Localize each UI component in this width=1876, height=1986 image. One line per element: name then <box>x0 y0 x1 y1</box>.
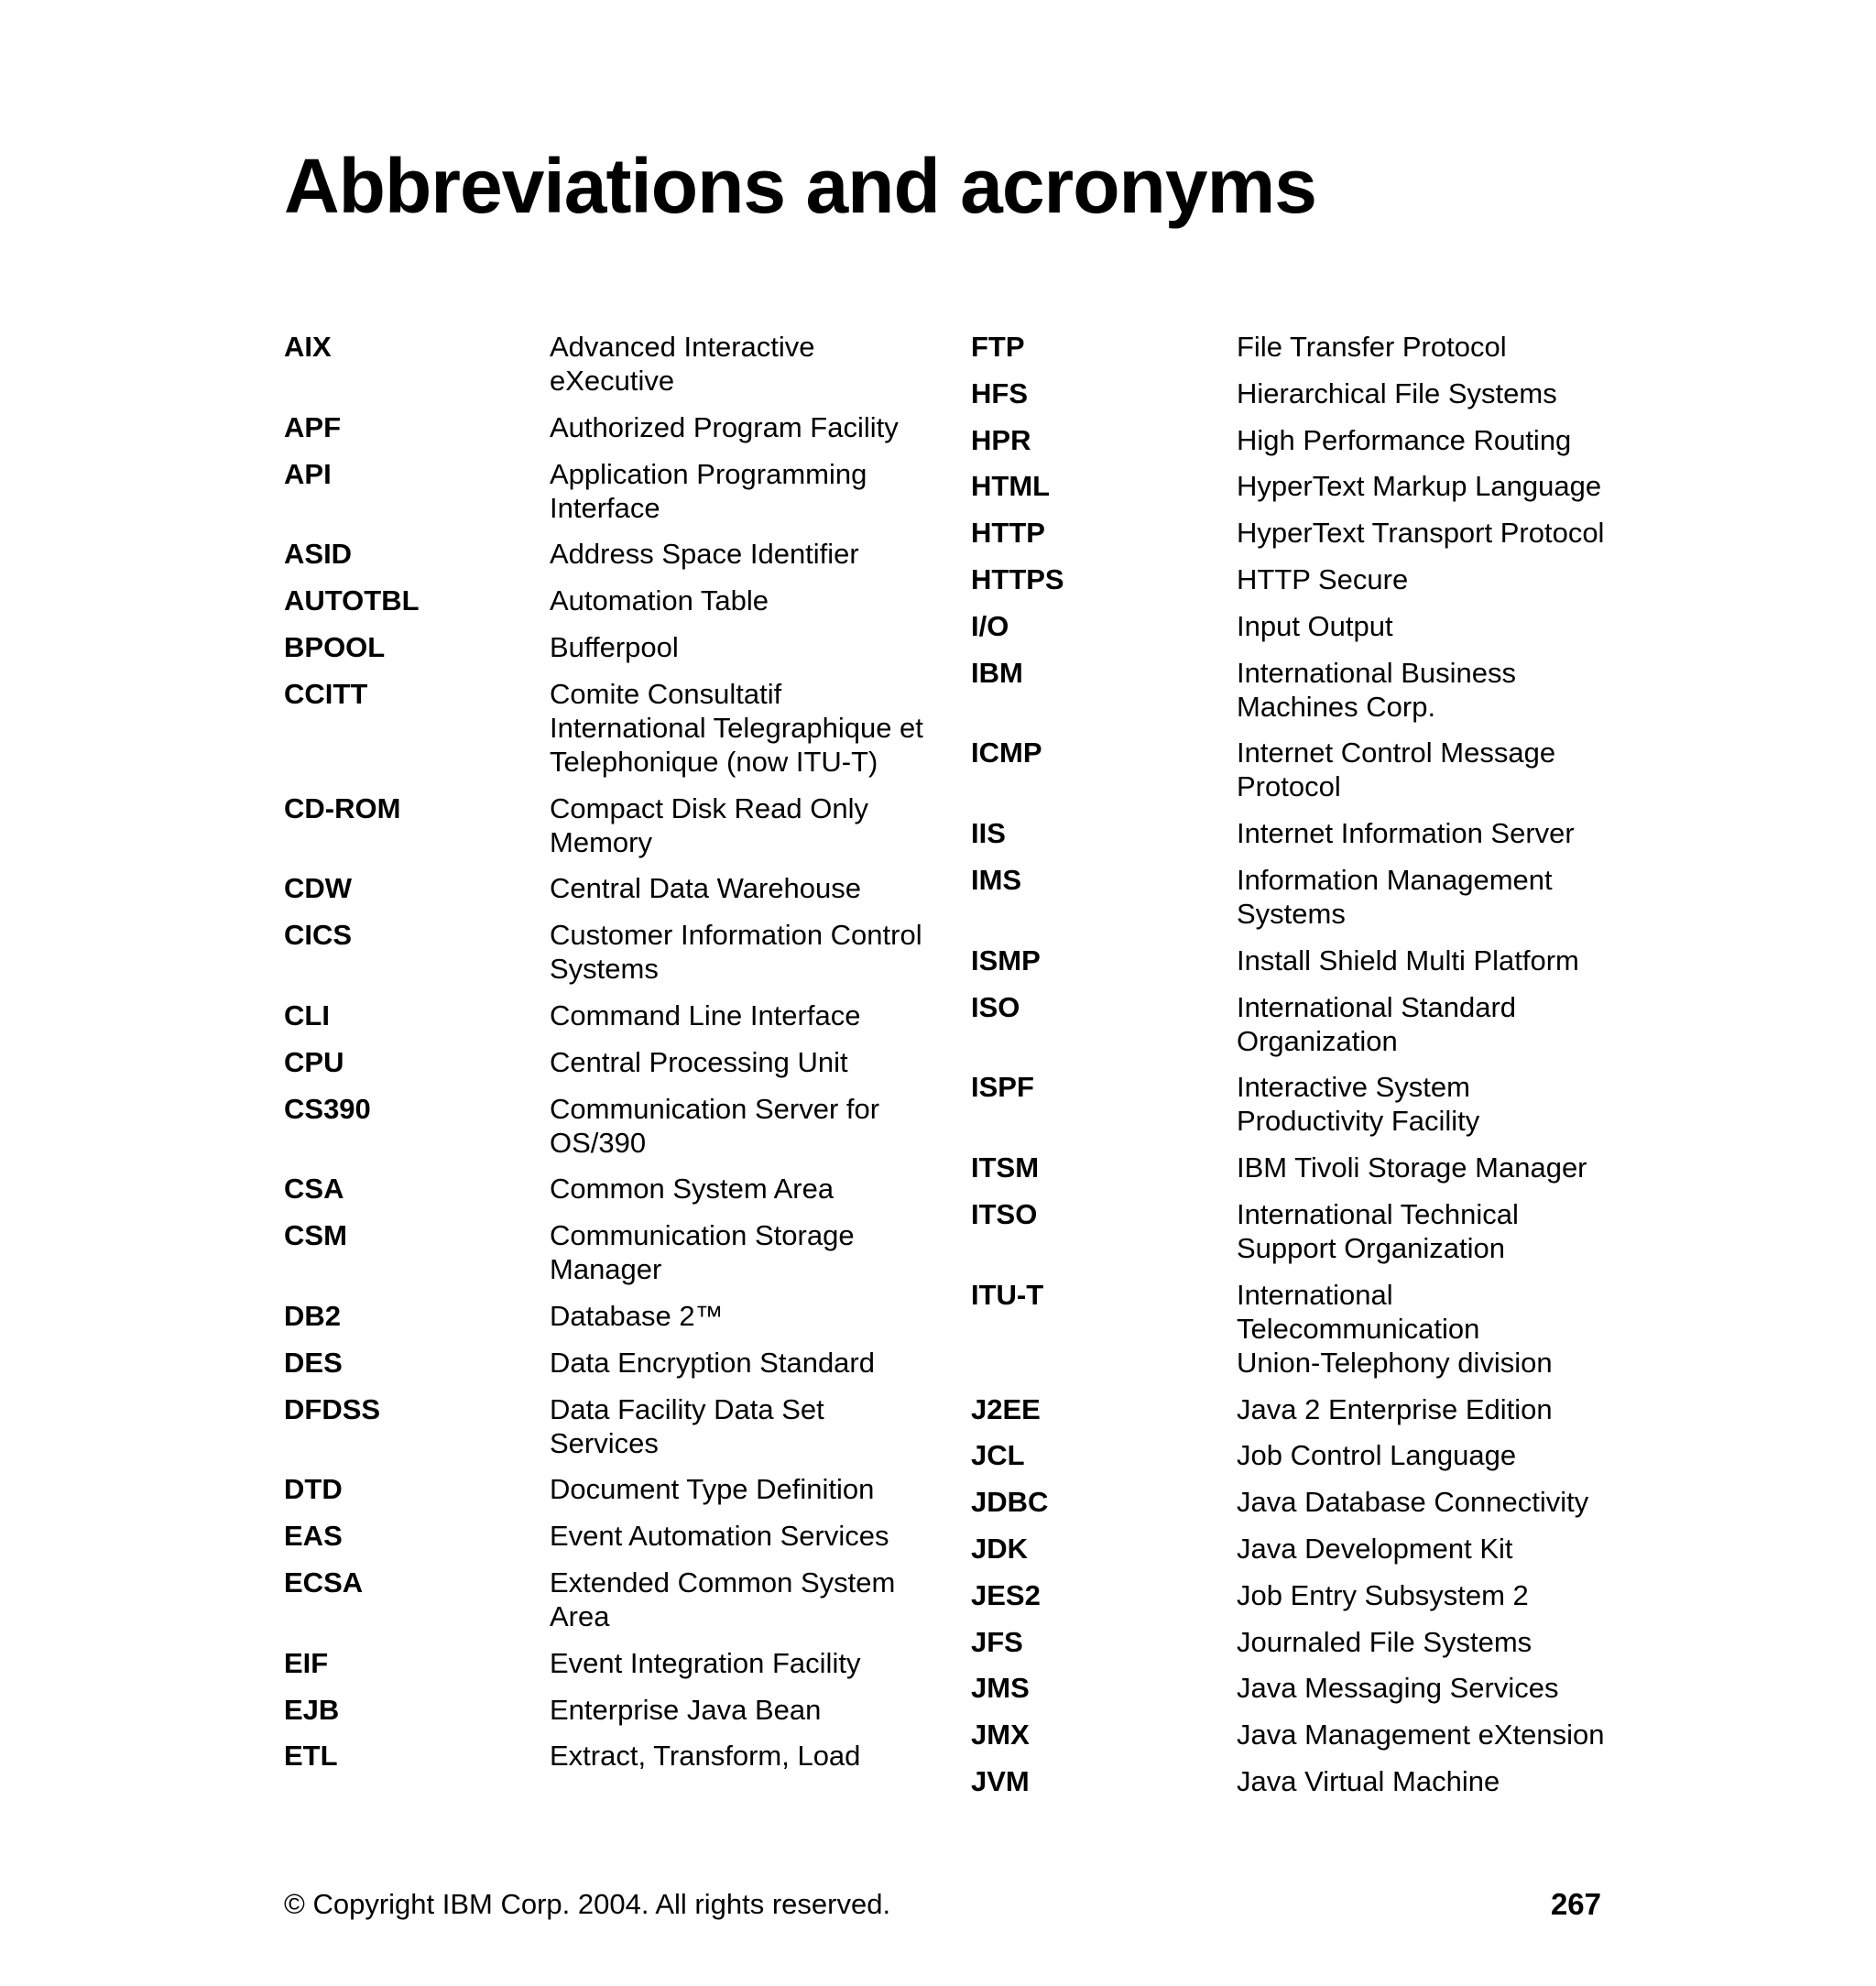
acronym-definition: Data Facility Data Set Services <box>550 1392 824 1459</box>
acronym-entry <box>971 376 1612 410</box>
acronym-definition: Java Development Kit <box>1237 1532 1513 1565</box>
acronym-entry <box>971 1278 1612 1380</box>
acronym-definition: Compact Disk Read Only Memory <box>550 791 869 858</box>
acronym-definition: Java 2 Enterprise Edition <box>1237 1392 1553 1425</box>
acronym-term: JDBC <box>971 1486 1049 1519</box>
acronym-term: HPR <box>971 423 1031 456</box>
acronym-entry <box>971 330 1612 364</box>
acronym-entry <box>284 584 925 617</box>
acronym-definition: Job Entry Subsystem 2 <box>1237 1578 1529 1611</box>
acronym-entry <box>284 918 925 986</box>
acronym-definition: Document Type Definition <box>550 1473 875 1506</box>
acronym-entry <box>284 1739 925 1773</box>
acronym-term: DFDSS <box>284 1392 381 1425</box>
acronym-definition: Application Programming Interface <box>550 457 867 524</box>
acronym-term: JCL <box>971 1439 1025 1472</box>
acronym-entry <box>971 1578 1612 1612</box>
acronym-definition: High Performance Routing <box>1237 423 1572 456</box>
acronym-entry <box>284 537 925 571</box>
acronym-entry <box>284 330 925 398</box>
acronym-definition: International Telecommunication Union-Telephony division <box>1237 1278 1553 1379</box>
page-footer <box>284 1887 1601 1921</box>
acronym-term: ITU-T <box>971 1278 1044 1311</box>
acronym-term: IBM <box>971 656 1023 689</box>
acronym-definition: Advanced Interactive eXecutive <box>550 331 815 397</box>
acronym-entry <box>284 1299 925 1333</box>
acronym-definition: Automation Table <box>550 584 769 617</box>
acronym-term: DES <box>284 1346 343 1379</box>
acronym-definition: Install Shield Multi Platform <box>1237 944 1579 977</box>
acronym-entry <box>284 1519 925 1553</box>
acronym-term: ITSO <box>971 1197 1038 1230</box>
acronym-term: ICMP <box>971 737 1042 769</box>
acronym-term: ITSM <box>971 1151 1040 1184</box>
acronym-term: JMX <box>971 1719 1030 1751</box>
acronym-term: API <box>284 457 332 490</box>
acronym-definition: Interactive System Productivity Facility <box>1237 1071 1480 1138</box>
acronym-term: CDW <box>284 872 353 905</box>
acronym-entry <box>971 1438 1612 1472</box>
acronym-term: HTML <box>971 470 1051 503</box>
acronym-definition: Java Messaging Services <box>1237 1672 1559 1705</box>
acronym-term: DB2 <box>284 1299 342 1332</box>
acronym-entry <box>284 630 925 664</box>
acronym-term: JFS <box>971 1625 1023 1658</box>
acronym-column-left <box>284 330 925 1785</box>
acronym-term: CCITT <box>284 677 368 710</box>
acronym-definition: Internet Information Server <box>1237 817 1575 850</box>
acronym-term: FTP <box>971 331 1025 363</box>
acronym-entry <box>284 1172 925 1206</box>
acronym-term: JVM <box>971 1764 1030 1797</box>
acronym-term: JDK <box>971 1532 1029 1565</box>
acronym-term: CPU <box>284 1045 344 1078</box>
acronym-entry <box>971 562 1612 596</box>
acronym-term: HTTPS <box>971 562 1064 595</box>
acronym-entry <box>971 816 1612 850</box>
acronym-term: CICS <box>284 919 353 952</box>
acronym-term: IMS <box>971 863 1022 896</box>
copyright-notice: © Copyright IBM Corp. 2004. All rights reserved. <box>284 1888 891 1920</box>
acronym-entry <box>971 1671 1612 1705</box>
acronym-entry <box>284 1566 925 1633</box>
acronym-definition: Communication Storage Manager <box>550 1219 855 1286</box>
acronym-entry <box>971 1151 1612 1184</box>
acronym-term: EJB <box>284 1693 340 1726</box>
acronym-definition: International Business Machines Corp. <box>1237 656 1517 723</box>
acronym-term: HTTP <box>971 517 1045 550</box>
acronym-definition: Central Data Warehouse <box>550 872 862 905</box>
acronym-entry <box>971 1392 1612 1426</box>
page-number: 267 <box>1550 1887 1601 1921</box>
acronym-entry <box>971 1197 1612 1265</box>
acronym-term: JMS <box>971 1672 1030 1705</box>
acronym-term: ASID <box>284 538 353 571</box>
acronym-entry <box>971 656 1612 724</box>
acronym-definition: Data Encryption Standard <box>550 1346 875 1379</box>
acronym-definition: International Standard Organization <box>1237 990 1517 1057</box>
acronym-term: CS390 <box>284 1092 371 1125</box>
acronym-entry <box>971 1532 1612 1566</box>
acronym-entry <box>284 1646 925 1680</box>
acronym-term: IIS <box>971 817 1006 850</box>
acronym-entry <box>284 1693 925 1727</box>
acronym-definition: Journaled File Systems <box>1237 1625 1532 1658</box>
acronym-entry <box>284 998 925 1032</box>
acronym-definition: HTTP Secure <box>1237 562 1409 595</box>
acronym-definition: Common System Area <box>550 1173 834 1206</box>
acronym-definition: Java Virtual Machine <box>1237 1764 1500 1797</box>
acronym-definition: Database 2™ <box>550 1299 724 1332</box>
acronym-term: ETL <box>284 1740 338 1773</box>
acronym-entry <box>284 1392 925 1460</box>
acronym-definition: Communication Server for OS/390 <box>550 1092 880 1159</box>
acronym-term: EIF <box>284 1646 329 1679</box>
acronym-term: JES2 <box>971 1578 1041 1611</box>
acronym-term: J2EE <box>971 1392 1041 1425</box>
acronym-definition: HyperText Markup Language <box>1237 470 1602 503</box>
acronym-definition: Java Database Connectivity <box>1237 1486 1589 1519</box>
acronym-term: CSA <box>284 1173 344 1206</box>
acronym-definition: International Technical Support Organization <box>1237 1197 1519 1264</box>
acronym-definition: Bufferpool <box>550 630 679 663</box>
acronym-entry <box>971 423 1612 457</box>
acronym-entry <box>971 863 1612 931</box>
acronym-term: AUTOTBL <box>284 584 420 617</box>
acronym-definition: Extended Common System Area <box>550 1566 896 1632</box>
acronym-definition: Command Line Interface <box>550 998 861 1031</box>
acronym-term: ISMP <box>971 944 1041 977</box>
acronym-entry <box>284 1092 925 1160</box>
acronym-definition: Authorized Program Facility <box>550 410 899 443</box>
acronym-definition: Hierarchical File Systems <box>1237 376 1557 409</box>
acronym-entry <box>284 1346 925 1380</box>
acronym-definition: Address Space Identifier <box>550 538 859 571</box>
acronym-definition: HyperText Transport Protocol <box>1237 517 1605 550</box>
acronym-entry <box>284 1472 925 1506</box>
acronym-entry <box>971 1718 1612 1751</box>
acronym-term: DTD <box>284 1473 343 1506</box>
acronym-entry <box>284 1045 925 1079</box>
acronym-term: ISPF <box>971 1071 1034 1104</box>
acronym-entry <box>284 677 925 779</box>
acronym-term: ECSA <box>284 1566 364 1599</box>
acronym-definition: Central Processing Unit <box>550 1045 848 1078</box>
acronym-entry <box>971 990 1612 1058</box>
acronym-definition: IBM Tivoli Storage Manager <box>1237 1151 1587 1184</box>
acronym-term: APF <box>284 410 341 443</box>
acronym-entry <box>971 609 1612 643</box>
acronym-entry <box>971 516 1612 550</box>
acronym-term: CSM <box>284 1219 347 1252</box>
acronym-definition: Java Management eXtension <box>1237 1719 1605 1751</box>
acronym-definition: Enterprise Java Bean <box>550 1693 822 1726</box>
acronym-entry <box>971 1485 1612 1519</box>
acronym-definition: Extract, Transform, Load <box>550 1740 861 1773</box>
acronym-entry <box>284 410 925 444</box>
acronym-term: EAS <box>284 1520 343 1553</box>
acronym-entry <box>971 1625 1612 1659</box>
acronym-column-right <box>971 330 1612 1811</box>
acronym-definition: Event Integration Facility <box>550 1646 861 1679</box>
acronym-definition: Internet Control Message Protocol <box>1237 737 1556 803</box>
acronym-entry <box>971 944 1612 977</box>
acronym-entry <box>971 1070 1612 1138</box>
acronym-entry <box>284 457 925 525</box>
acronym-entry <box>971 1764 1612 1798</box>
page-title: Abbreviations and acronyms <box>284 143 1316 229</box>
acronym-term: HFS <box>971 376 1028 409</box>
acronym-term: ISO <box>971 990 1020 1023</box>
acronym-entry <box>284 871 925 905</box>
acronym-definition: Customer Information Control Systems <box>550 919 922 986</box>
acronym-term: CD-ROM <box>284 791 401 824</box>
acronym-term: AIX <box>284 331 332 363</box>
acronym-entry <box>971 469 1612 503</box>
acronym-entry <box>284 1218 925 1286</box>
acronym-entry <box>284 791 925 859</box>
acronym-term: BPOOL <box>284 630 386 663</box>
acronym-definition: Input Output <box>1237 609 1393 642</box>
acronym-entry <box>971 736 1612 803</box>
acronym-term: CLI <box>284 998 330 1031</box>
acronym-definition: Event Automation Services <box>550 1520 889 1553</box>
acronym-definition: Comite Consultatif International Telegraphique et Telephonique (now ITU-T) <box>550 677 923 778</box>
acronym-definition: Job Control Language <box>1237 1439 1517 1472</box>
acronym-term: I/O <box>971 609 1009 642</box>
acronym-definition: Information Management Systems <box>1237 863 1553 930</box>
acronym-definition: File Transfer Protocol <box>1237 331 1507 363</box>
